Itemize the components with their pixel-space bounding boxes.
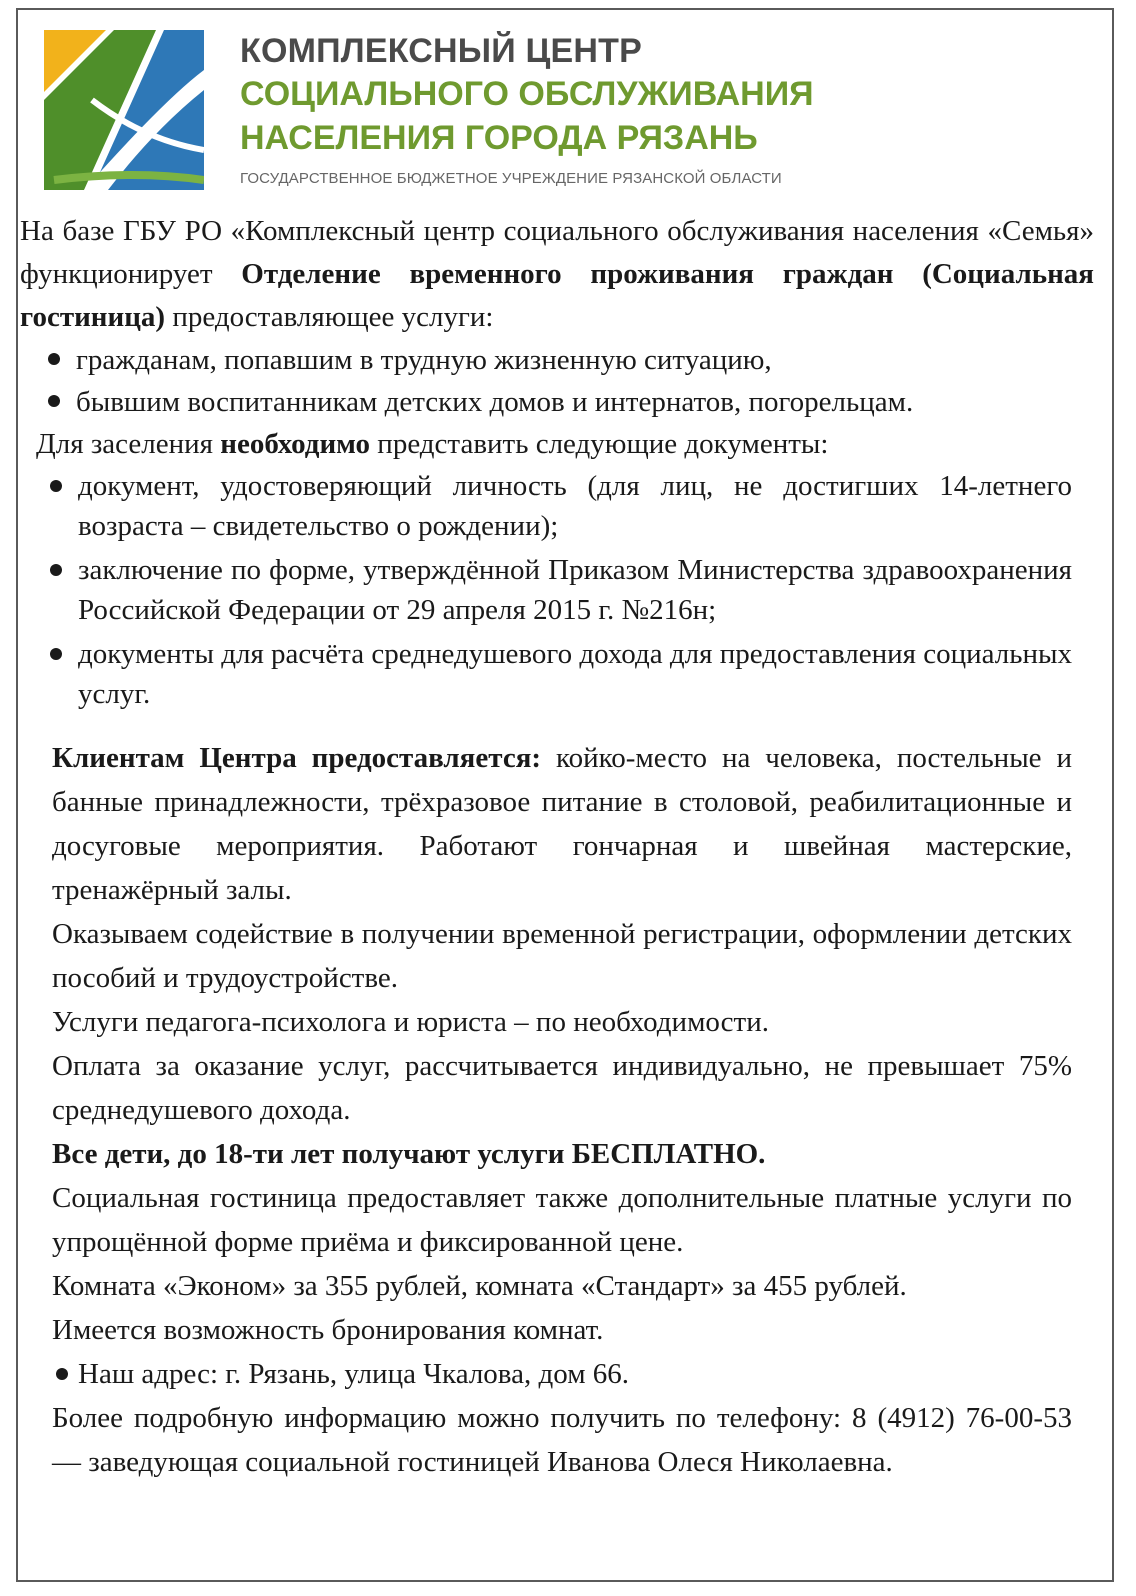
details-block (18, 736, 1112, 1352)
children-free-paragraph: Все дети, до 18-ти лет получают услуги БЕСПЛАТНО. (52, 1138, 766, 1170)
intro-text: На базе ГБУ РО «Комплексный центр социального обслуживания населения «Семья» функционирует (20, 215, 1094, 290)
rooms-paragraph: Комната «Эконом» за 355 рублей, комната «Стандарт» за 455 рублей. (52, 1270, 907, 1302)
organization-name (240, 30, 814, 187)
bullet-icon (50, 480, 62, 492)
payment-paragraph: Оплата за оказание услуг, рассчитывается индивидуально, не превышает 75% среднедушевого дохода. (52, 1050, 1072, 1126)
list-item: документы для расчёта среднедушевого дохода для предоставления социальных услуг. (18, 634, 1112, 714)
paid-services-paragraph: Социальная гостиница предоставляет также дополнительные платные услуги по упрощённой форме приёма и фиксированной цене. (52, 1182, 1072, 1258)
org-line-3: НАСЕЛЕНИЯ ГОРОДА РЯЗАНЬ (240, 119, 758, 157)
list-item: заключение по форме, утверждённой Приказом Министерства здравоохранения Российской Федерации от 29 апреля 2015 г. №216н; (18, 550, 1112, 630)
org-subtitle: ГОСУДАРСТВЕННОЕ БЮДЖЕТНОЕ УЧРЕЖДЕНИЕ РЯЗАНСКОЙ ОБЛАСТИ (240, 170, 782, 187)
bullet-icon (48, 395, 60, 407)
bullet-icon (50, 648, 62, 660)
provided-paragraph: Клиентам Центра предоставляется: койко-место на человека, постельные и банные принадлежности, трёхразовое питание в столовой, реабилитационные и досуговые мероприятия. Работают гончарная и швейная мастерские, тренажёрный залы. (52, 742, 1072, 906)
organization-logo (44, 30, 204, 190)
org-line-1: КОМПЛЕКСНЫЙ ЦЕНТР (240, 32, 642, 70)
documents-heading: Для заселения необходимо представить следующие документы: (36, 428, 829, 460)
bullet-icon (50, 564, 62, 576)
list-item: документ, удостоверяющий личность (для лиц, не достигших 14-летнего возраста – свидетельство о рождении); (18, 466, 1112, 546)
list-item: гражданам, попавшим в трудную жизненную ситуацию, (18, 339, 1112, 381)
address-line: Наш адрес: г. Рязань, улица Чкалова, дом 66. (18, 1352, 1112, 1396)
intro-paragraph (18, 210, 1112, 339)
department-name: Отделение временного проживания граждан (Социальная гостиница) (20, 258, 1094, 333)
psych-paragraph: Услуги педагога-психолога и юриста – по необходимости. (52, 1006, 769, 1038)
announcement-body (18, 210, 1112, 1484)
assist-paragraph: Оказываем содействие в получении временной регистрации, оформлении детских пособий и трудоустройстве. (52, 918, 1072, 994)
contact-block (18, 1396, 1112, 1484)
documents-list (18, 466, 1112, 714)
bullet-icon (56, 1368, 68, 1380)
booking-paragraph: Имеется возможность бронирования комнат. (52, 1314, 604, 1346)
contact-paragraph: Более подробную информацию можно получить по телефону: 8 (4912) 76-00-53 — заведующая социальной гостиницей Иванова Олеся Николаевна. (52, 1402, 1072, 1478)
intro-text-end: предоставляющее услуги: (165, 301, 494, 333)
org-line-2: СОЦИАЛЬНОГО ОБСЛУЖИВАНИЯ (240, 75, 814, 113)
bullet-icon (48, 353, 60, 365)
services-for-list (18, 339, 1112, 423)
list-item: бывшим воспитанникам детских домов и интернатов, погорельцам. (18, 381, 1112, 423)
document-page (16, 8, 1114, 1582)
